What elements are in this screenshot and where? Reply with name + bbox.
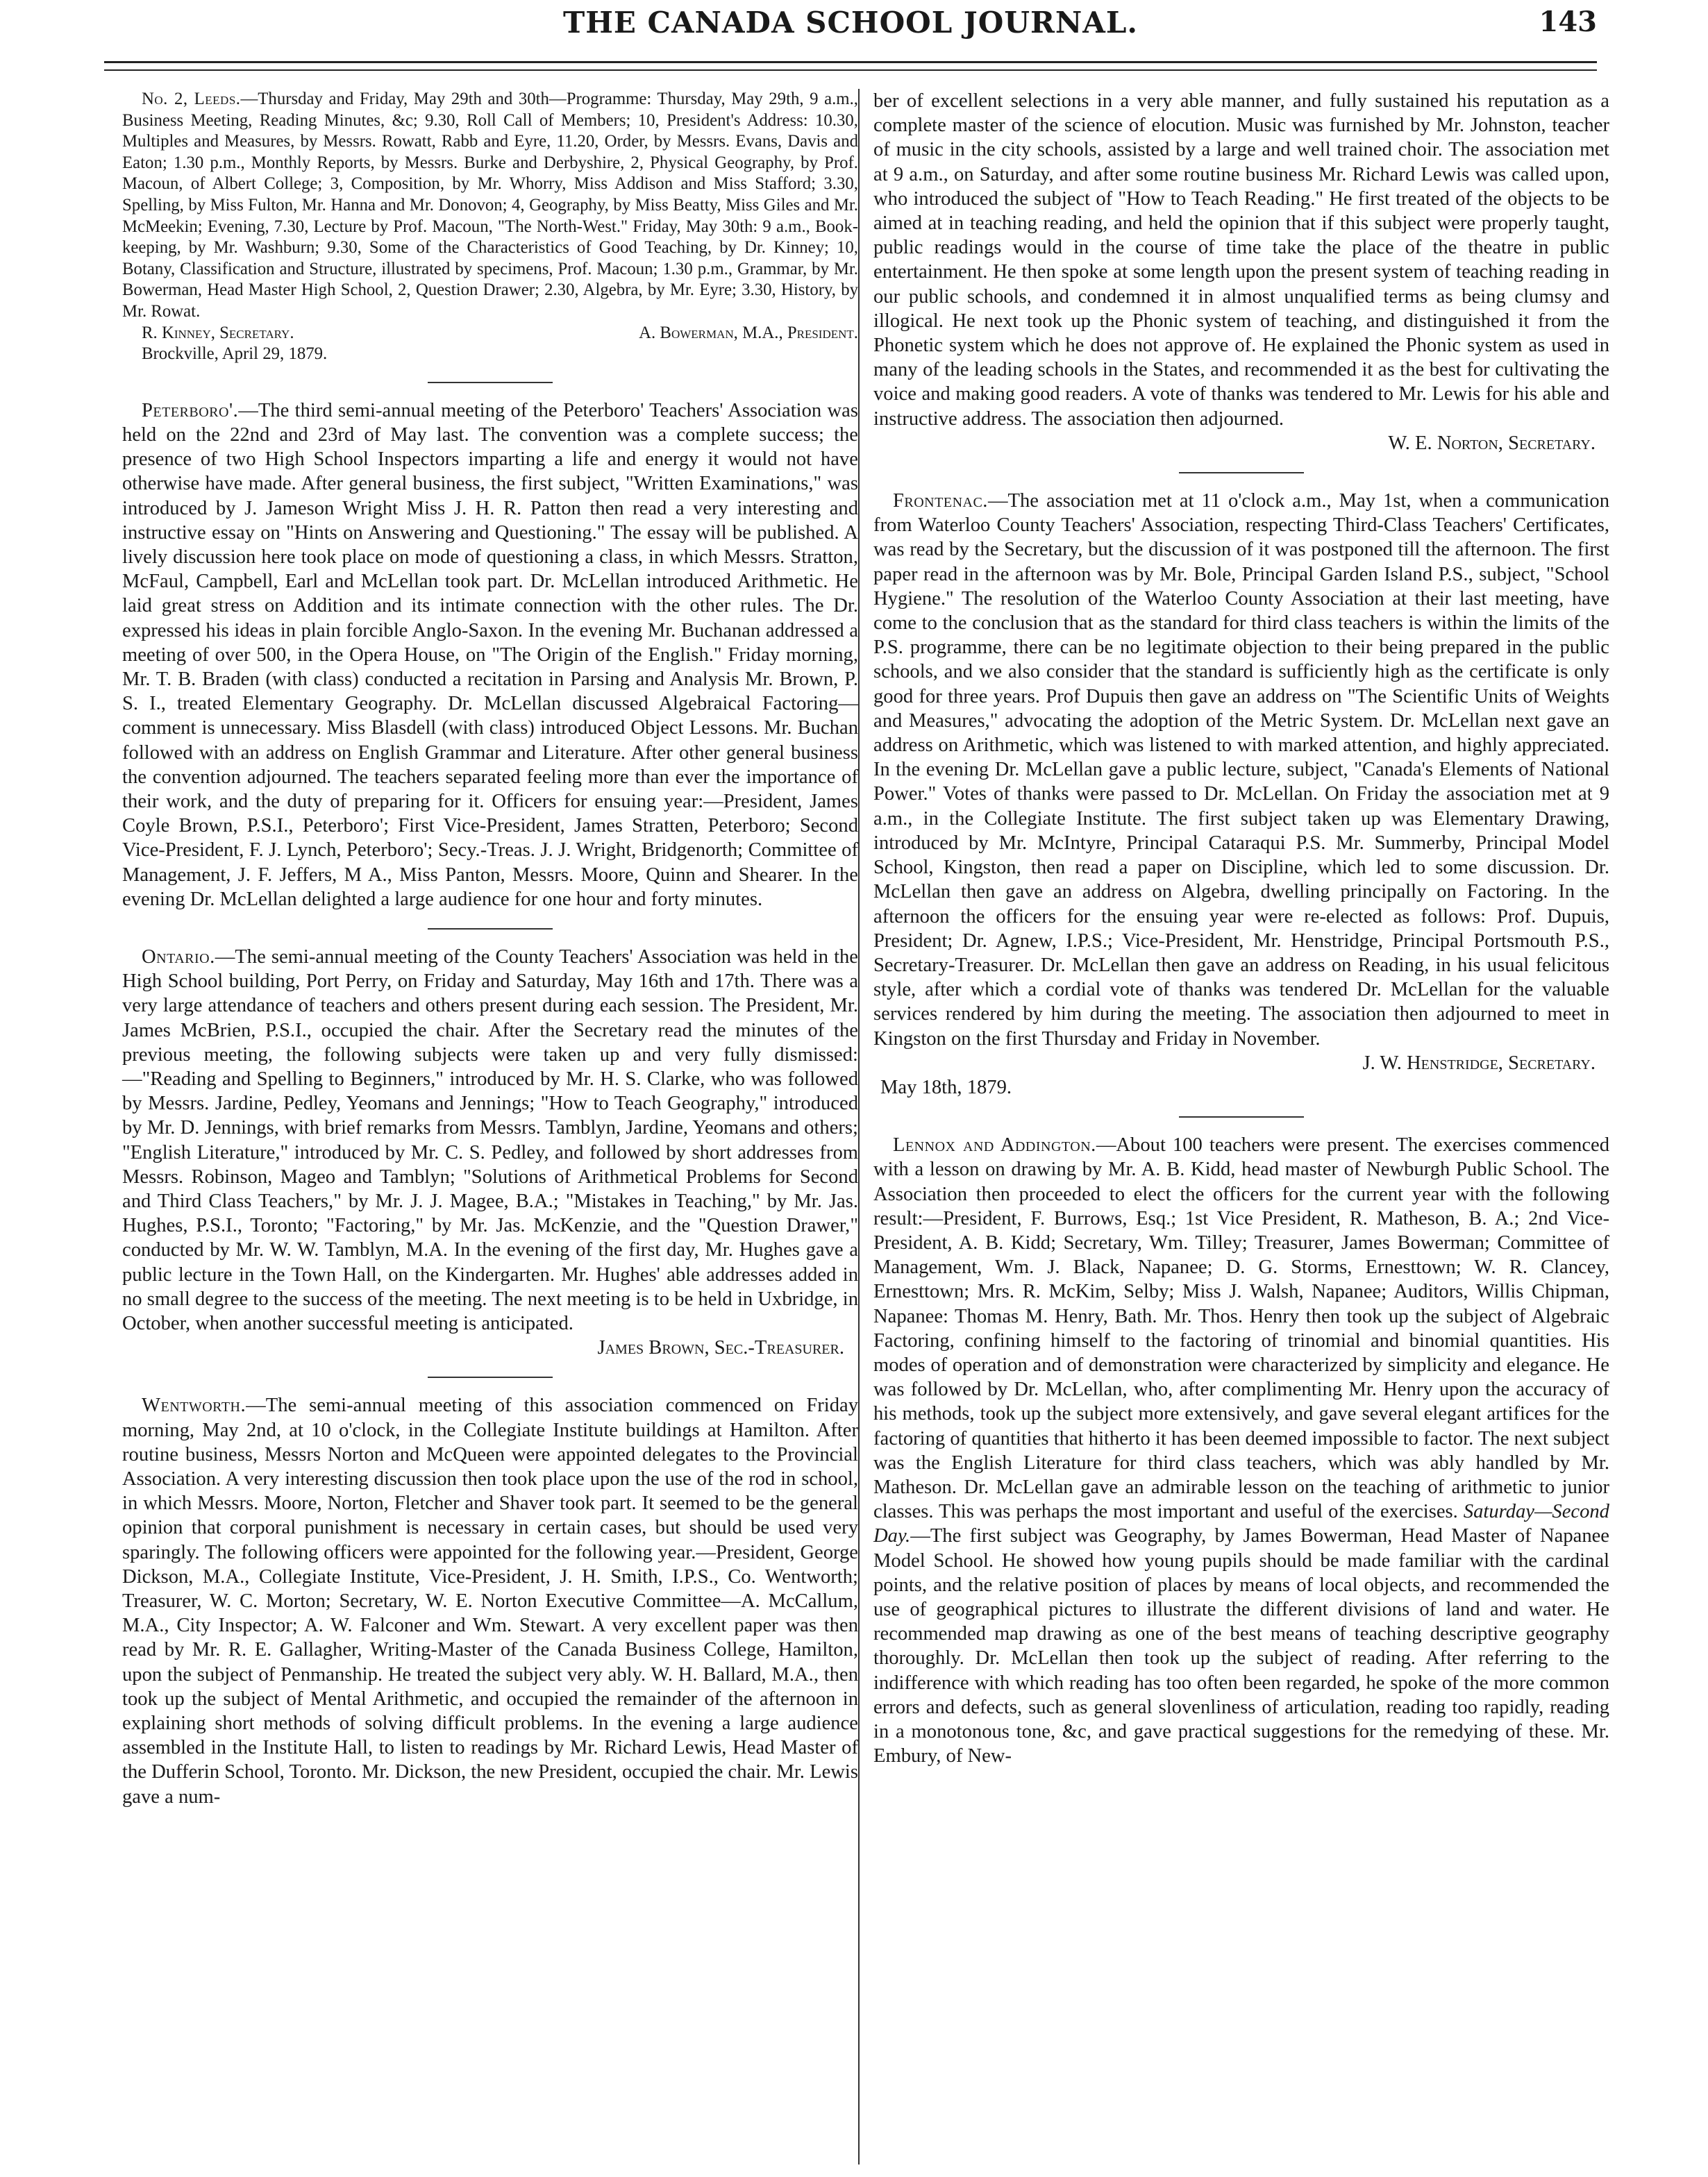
column-divider [858,89,860,2165]
header-rule-top [104,61,1597,63]
leeds-president: A. Bowerman, M.A., President. [639,323,858,342]
header-rule-bottom [104,69,1597,71]
page-number: 143 [1539,6,1597,38]
lennox-saturday-heading: Saturday—Second Day. [873,1501,1609,1547]
peterboro-lead: Peterboro'. [142,399,239,421]
leeds-date: Brockville, April 29, 1879. [142,344,328,364]
lennox-body: —About 100 teachers were present. The exercises commenced with a lesson on drawing by Mr. A. B. Kidd, head master of Newburgh Public School. The Association then proceeded to elect the officers for the current year with the following result:—President, F. Burrows, Esq.; 1st Vice President, R. Matheson, B. A.; 2nd Vice-President, A. B. Kidd; Secretary, Wm. Tilley; Treasurer, James Bowerman; Committee of Management, Wm. J. Black, Napanee; D. G. Storms, Ernesttown; W. R. Clancey, Ernesttown; Mrs. R. McKim, Selby; Miss J. Walsh, Napanee; Auditors, Willis Chipman, Napanee: Thomas M. Henry, Bath. Mr. Thos. Henry then took up the subject of Algebraic Factoring, confining himself to the factoring of trinomial and binomial quantities. His modes of operation and of demonstration were characterized by simplicity and elegance. He was followed by Dr. McLellan, who, after complimenting Mr. Henry upon the accuracy of his methods, took up the subject more extensively, and gave several elegant artifices for the factoring of quantities that hitherto it has been deemed impossible to factor. The next subject was the English Literature for third class teachers, which was ably handled by Mr. Matheson. Dr. McLellan gave an admirable lesson on the teaching of arithmetic to junior classes. This was perhaps the most important and useful of the exercises. [873,1134,1609,1523]
frontenac-body: —The association met at 11 o'clock a.m., May 1st, when a communication from Waterloo County Teachers' Association, respecting Third-Class Teachers' Certificates, was read by the Secretary, but the discussion of it was postponed till the afternoon. The first paper read in the afternoon was by Mr. Bole, Principal Garden Island P.S., subject, "School Hygiene." The resolution of the Waterloo County Association at their last meeting, have come to the conclusion that as the standard for third class teachers is within the limits of the P.S. programme, there can be no legitimate objection to their being prepared in the public schools, and we also consider that the standard is sufficiently high as the certificate is only good for three years. Prof Dupuis then gave an address on "The Scientific Units of Weights and Measures," advocating the adoption of the Metric System. Dr. McLellan next gave an address on Arithmetic, which was listened to with marked attention, and highly appreciated. In the evening Dr. McLellan gave a public lecture, subject, "Canada's Elements of National Power." Votes of thanks were passed to Dr. McLellan. On Friday the association met at 9 a.m., in the Collegiate Institute. The first subject taken up was Elementary Drawing, introduced by Mr. McIntyre, Principal Cataraqui P.S. Mr. Summerby, Principal Model School, Kingston, then read a paper on Discipline, which led to some discussion. Dr. McLellan then gave an address on Algebra, dwelling principally on Factoring. In the afternoon the officers for the ensuing year were re-elected as follows: Prof. Dupuis, President; Dr. Agnew, I.P.S.; Vice-President, Mr. Henstridge, Principal Portsmouth P.S., Secretary-Treasurer. Dr. McLellan then gave an address on Reading, in his usual felicitous style, after which a cordial vote of thanks was tendered Dr. McLellan for the valuable services rendered by him during the meeting. The association then adjourned to meet in Kingston on the first Thursday and Friday in November. [873,490,1609,1050]
section-separator [1179,472,1304,473]
lennox-report [873,1133,1609,1768]
page-header [104,6,1597,54]
leeds-body: —Thursday and Friday, May 29th and 30th—Programme: Thursday, May 29th, 9 a.m., Business Meeting, Reading Minutes, &c; 9.30, Roll Call of Members; 10, President's Address: 10.30, Multiples and Measures, by Messrs. Rowatt, Rabb and Eyre, 11.20, Order, by Messrs. Evans, Davis and Eaton; 1.30 p.m., Monthly Reports, by Messrs. Burke and Derbyshire, 2, Physical Geography, by Prof. Macoun, of Albert College; 3, Composition, by Mr. Whorry, Miss Addison and Miss Stafford; 3.30, Spelling, by Miss Fulton, Mr. Hanna and Mr. Donovon; 4, Geography, by Miss Beatty, Miss Giles and Mr. McMeekin; Evening, 7.30, Lecture by Prof. Macoun, "The North-West." Friday, May 30th: 9 a.m., Book-keeping, by Mr. Washburn; 9.30, Some of the Characteristics of Good Teaching, by Dr. Kinney; 10, Botany, Classification and Structure, illustrated by specimens, Prof. Macoun; 1.30 p.m., Grammar, by Mr. Bowerman, Head Master High School, 2, Question Drawer; 2.30, Algebra, by Mr. Eyre; 3.30, History, by Mr. Rowat. [122,90,858,321]
ontario-signature: James Brown, Sec.-Treasurer. [597,1337,844,1359]
peterboro-body: —The third semi-annual meeting of the Peterboro' Teachers' Association was held on the 22nd and 23rd of May last. The convention was a complete success; the presence of two High School Inspectors imparting a life and energy it would not have otherwise have made. After general business, the first subject, "Written Examinations," was introduced by J. Jameson Wright Miss J. H. R. Patton then read a very interesting and instructive essay on "Hints on Answering and Questioning." The essay will be published. A lively discussion here took place on mode of questioning a class, in which Messrs. Stratton, McFaul, Campbell, Earl and McLellan took part. Dr. McLellan introduced Arithmetic. He laid great stress on Addition and its intimate connection with the other rules. The Dr. expressed his ideas in plain forcible Anglo-Saxon. In the evening Mr. Buchanan addressed a meeting of over 500, in the Opera House, on "The Origin of the English." Friday morning, Mr. T. B. Braden (with class) conducted a recitation in Parsing and Analysis Mr. Brown, P. S. I., treated Elementary Geography. Dr. McLellan discussed Algebraical Factoring—comment is unnecessary. Miss Blasdell (with class) introduced Object Lessons. Mr. Buchan followed with an address on English Grammar and Literature. After other general business the convention adjourned. The teachers separated feeling more than ever the importance of their work, and the duty of preparing for it. Officers for ensuing year:—President, James Coyle Brown, P.S.I., Peterboro'; First Vice-President, James Stratten, Peterboro; Second Vice-President, F. J. Lynch, Peterboro'; Secy.-Treas. J. J. Wright, Bridgenorth; Committee of Management, J. F. Jeffers, M A., Miss Panton, Messrs. Moore, Quinn and Shearer. In the evening Dr. McLellan delighted a large audience for one hour and forty minutes. [122,399,858,910]
wentworth-cont-body: ber of excellent selections in a very able manner, and fully sustained his reputation as a complete master of the science of elocution. Music was furnished by Mr. Johnston, teacher of music in the city schools, assisted by a large and well trained choir. The association met at 9 a.m., on Saturday, and after some routine business Mr. Richard Lewis was called upon, who introduced the subject of "How to Teach Reading." He first treated of the objects to be aimed at in teaching reading, and held the opinion that if this subject were properly taught, public readings would in the course of time take the place of the theatre in public entertainment. He then spoke at some length upon the present system of teaching reading in our public schools, and condemned it in almost unqualified terms as being clumsy and illogical. He next took up the Phonic system of teaching, and distinguished it from the Phonetic system which he does not approve of. He explained the Phonic system as used in many of the leading schools in the States, and recommended it as the best for cultivating the voice and making good readers. A vote of thanks was tendered to Mr. Lewis for his able and instructive address. The association then adjourned. [873,90,1609,430]
right-column [873,89,1609,1768]
section-separator [1179,1116,1304,1118]
frontenac-report [873,489,1609,1100]
section-separator [428,928,553,930]
frontenac-signature: J. W. Henstridge, Secretary. [1362,1052,1596,1074]
wentworth-body: —The semi-annual meeting of this association commenced on Friday morning, May 2nd, at 10 o'clock, in the Collegiate Institute buildings at Hamilton. After routine business, Messrs Norton and McQueen were appointed delegates to the Provincial Association. A very interesting discussion then took place upon the use of the rod in school, in which Messrs. Moore, Norton, Fletcher and Shaver took part. It seemed to be the general opinion that corporal punishment is necessary in certain cases, but should be used very sparingly. The following officers were appointed for the following year.—President, George Dickson, M.A., Collegiate Institute, Vice-President, J. H. Smith, I.P.S., Co. Wentworth; Treasurer, W. C. Morton; Secretary, W. E. Norton Executive Committee—A. McCallum, M.A., City Inspector; A. W. Falconer and Wm. Stewart. A very excellent paper was then read by Mr. R. E. Gallagher, Writing-Master of the Canada Business College, Hamilton, upon the subject of Penmanship. He treated the subject very ably. W. H. Ballard, M.A., then took up the subject of Mental Arithmetic, and occupied the remainder of the afternoon in explaining short methods of solving difficult problems. In the evening a large audience assembled in the Institute Hall, to listen to readings by Mr. Richard Lewis, Head Master of the Dufferin School, Toronto. Mr. Dickson, the new President, occupied the chair. Mr. Lewis gave a num- [122,1395,858,1808]
section-separator [428,382,553,383]
section-separator [428,1377,553,1378]
leeds-lead: No. 2, Leeds. [142,90,241,108]
leeds-secretary: R. Kinney, Secretary. [142,323,294,342]
ontario-body: —The semi-annual meeting of the County Teachers' Association was held in the High School building, Port Perry, on Friday and Saturday, May 16th and 17th. There was a very large attendance of teachers and others present during each session. The President, Mr. James McBrien, P.S.I., occupied the chair. After the Secretary read the minutes of the previous meeting, the following subjects were taken up and very fully dismissed:—"Reading and Spelling to Beginners," introduced by Mr. H. S. Clarke, who was followed by Messrs. Jardine, Pedley, Yeomans and Jennings; "How to Teach Geography," introduced by Mr. D. Jennings, with brief remarks from Messrs. Tamblyn, Jardine, Yeomans and others; "English Literature," introduced by Mr. C. S. Pedley, and followed by short addresses from Messrs. Robinson, Mageo and Tamblyn; "Solutions of Arithmetical Problems for Second and Third Class Teachers," by Mr. J. J. Magee, B.A.; "Mistakes in Teaching," by Mr. Jas. Hughes, P.S.I., Toronto; "Factoring," by Mr. Jas. McKenzie, and the "Question Drawer," conducted by Mr. W. W. Tamblyn, M.A. In the evening of the first day, Mr. Hughes gave a public lecture in the Town Hall, on the Kindergarten. Mr. Hughes' able addresses added in no small degree to the success of the meeting. The next meeting is to be held in Uxbridge, in October, when another successful meeting is anticipated. [122,945,858,1335]
frontenac-lead: Frontenac. [893,490,988,512]
wentworth-signature: W. E. Norton, Secretary. [1388,432,1596,454]
wentworth-continued [873,89,1609,455]
frontenac-date: May 18th, 1879. [880,1076,1012,1098]
ontario-lead: Ontario. [142,945,215,968]
leeds-notice [122,89,858,365]
peterboro-report [122,398,858,911]
left-column [122,89,858,1809]
journal-title: THE CANADA SCHOOL JOURNAL. [562,6,1139,40]
wentworth-lead: Wentworth. [142,1395,246,1417]
ontario-report [122,945,858,1360]
leeds-signatures [122,323,858,344]
lennox-body-2: —The first subject was Geography, by James Bowerman, Head Master of Napanee Model School. He showed how young pupils should be made familiar with the cardinal points, and the relative position of places by means of local objects, and recommended the use of geographical pictures to illustrate the different divisions of land and water. He recommended map drawing as one of the best means of teaching descriptive geography thoroughly. Dr. McLellan then took up the subject of reading. After referring to the indifference with which reading has too often been regarded, he spoke of the more common errors and defects, such as general slovenliness of articulation, reading too rapidly, reading in a monotonous tone, &c, and gave practical suggestions for the remedying of these. Mr. Embury, of New- [873,1525,1609,1767]
lennox-lead: Lennox and Addington. [893,1134,1096,1157]
wentworth-report [122,1393,858,1808]
